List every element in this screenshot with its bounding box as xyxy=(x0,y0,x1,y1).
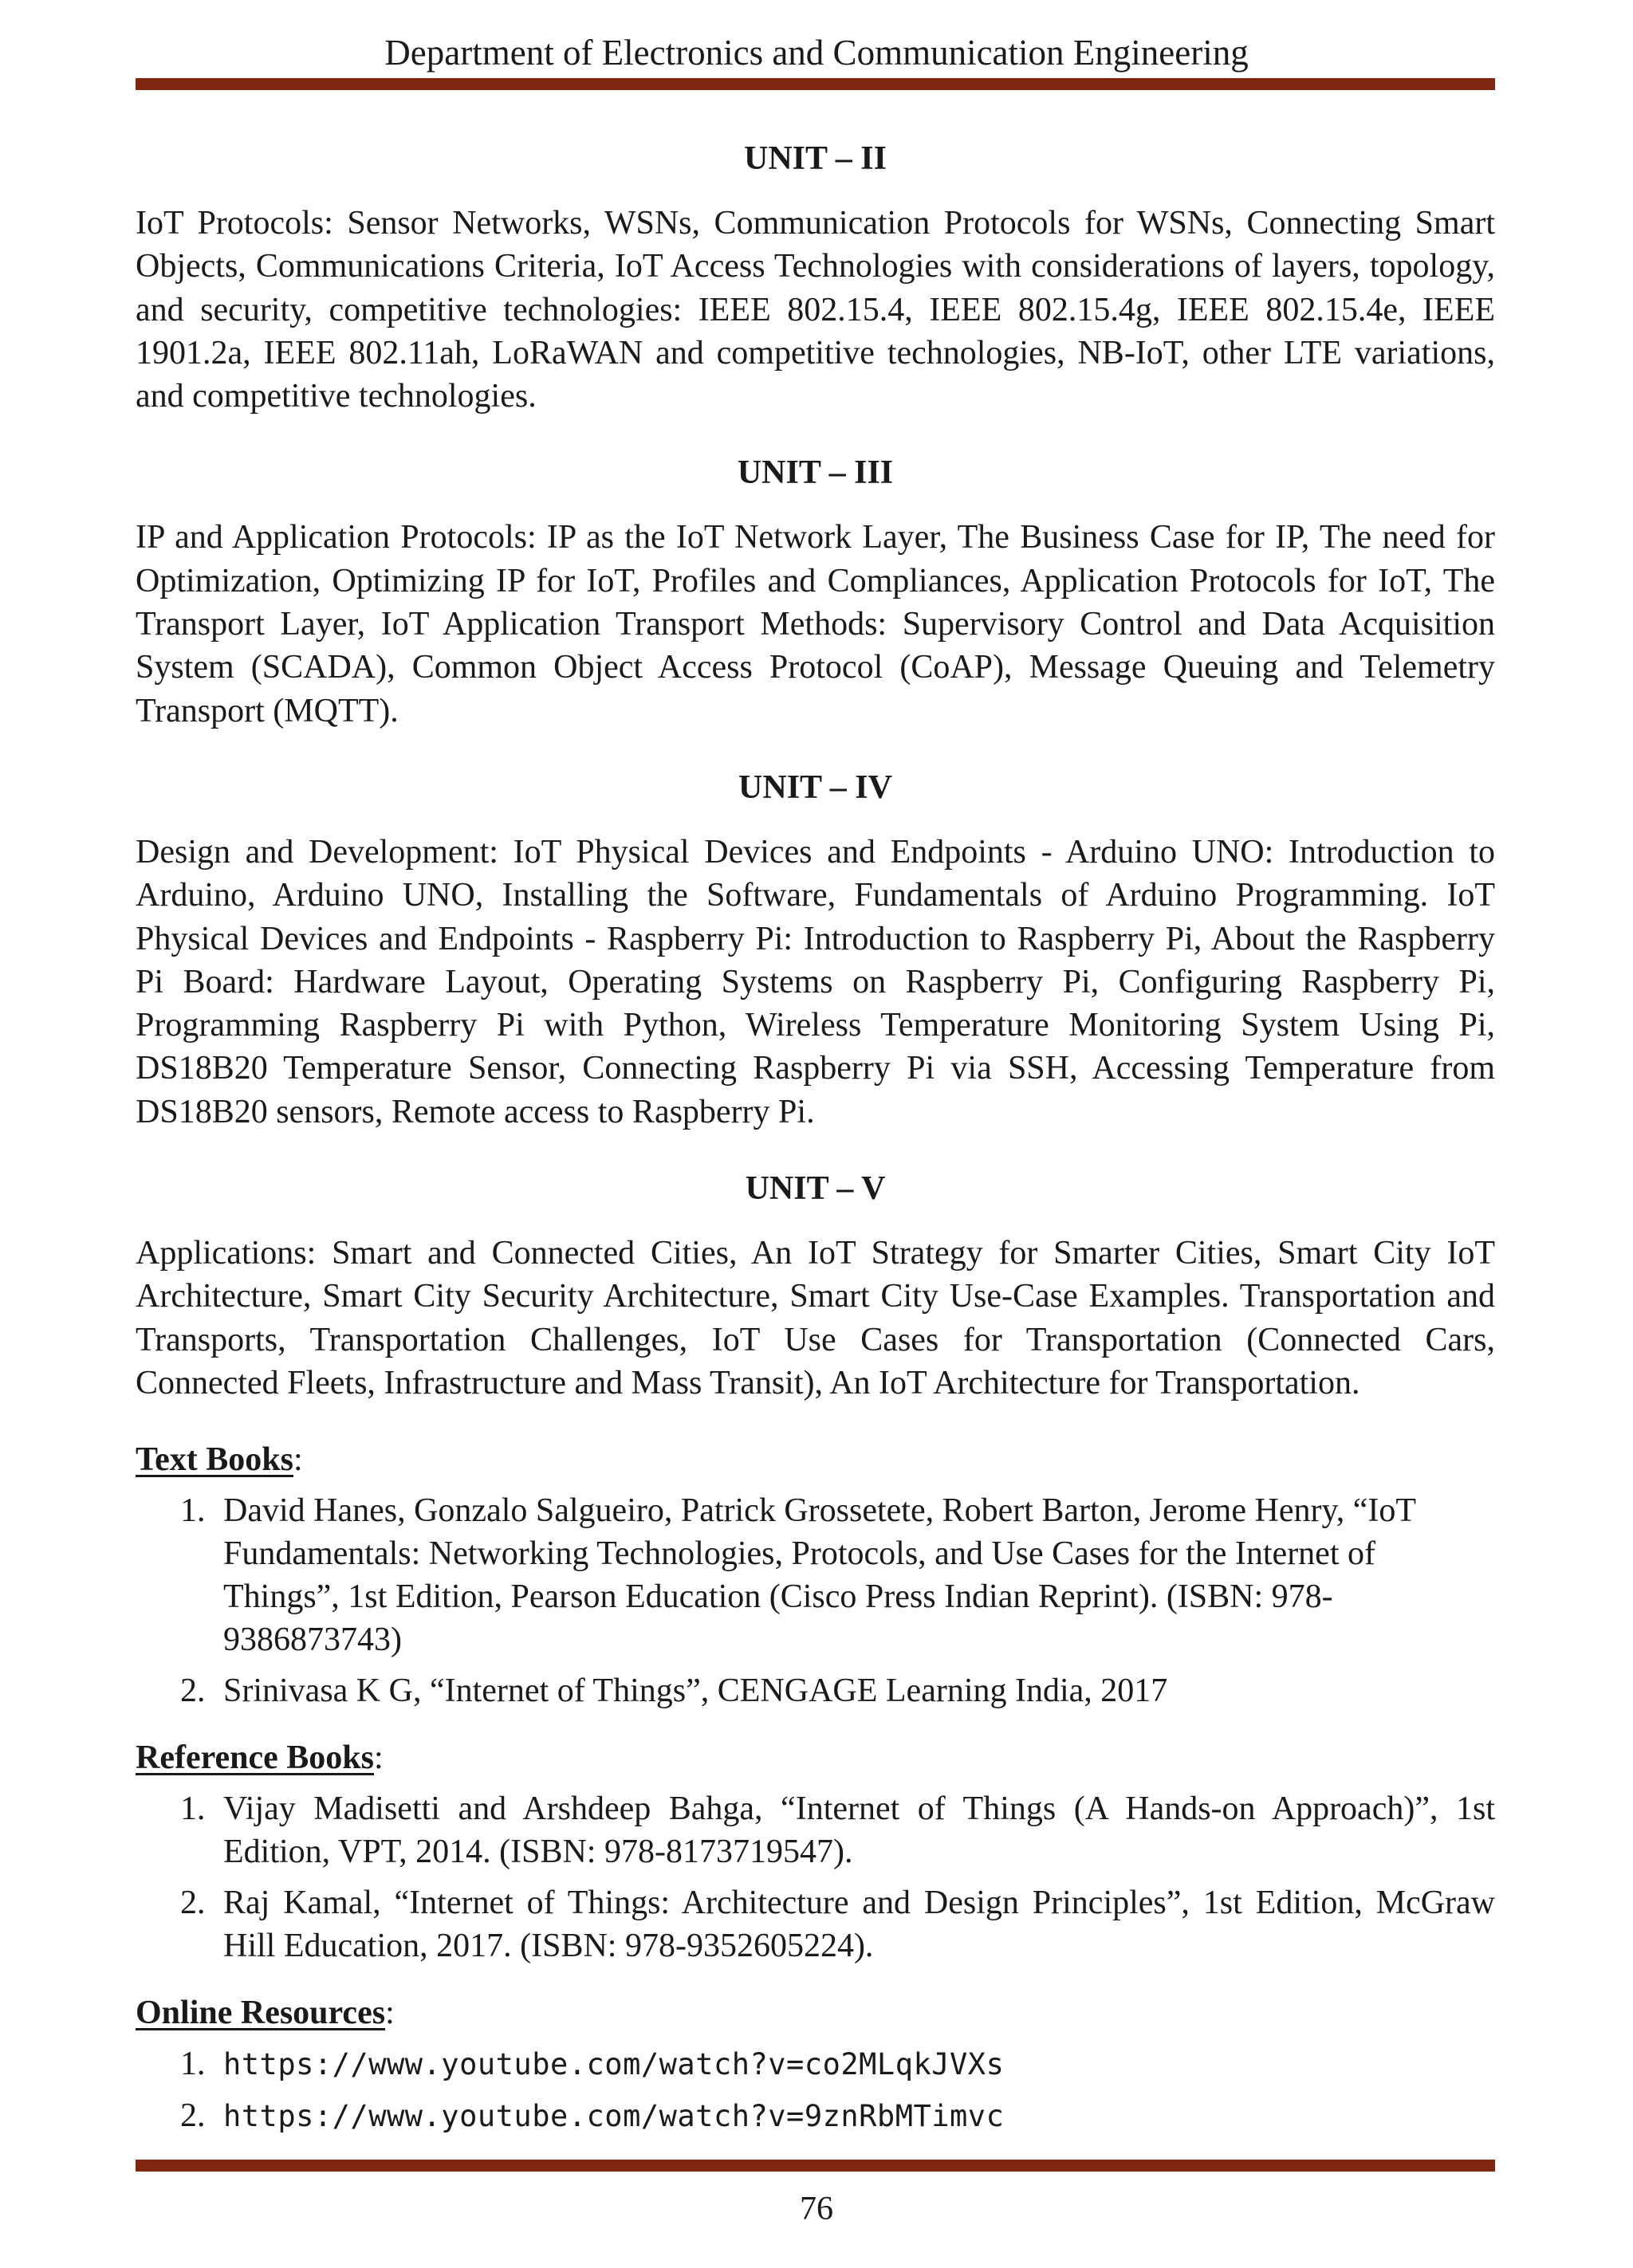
page-number: 76 xyxy=(800,2191,833,2227)
list-number: 1. xyxy=(180,1790,206,1828)
unit-body: Applications: Smart and Connected Cities, An IoT Strategy for Smarter Cities, Smart City IoT Architecture, Smart City Security Architecture, Smart City Use-Case Examples. Transportation and Transports, Transportation Challenges, IoT Use Cases for Transportation (Connected Cars, Connected Fleets, Infrastructure and Mass Transit), An IoT Architecture for Transportation. xyxy=(136,1235,1495,1401)
syllabus-content xyxy=(136,137,1495,2162)
unit-heading: UNIT – V xyxy=(745,1170,886,1208)
reference-books-title: Reference Books xyxy=(136,1739,374,1777)
page-header-department: Department of Electronics and Communication Engineering xyxy=(384,33,1249,73)
list-number: 2. xyxy=(180,1885,206,1922)
reference-books-list xyxy=(136,1787,1495,1967)
text-books-list xyxy=(136,1489,1495,1712)
unit-body: IoT Protocols: Sensor Networks, WSNs, Communication Protocols for WSNs, Connecting Smart Objects, Communications Criteria, IoT Access Technologies with considerations of layers, topology, and security, competitive technologies: IEEE 802.15.4, IEEE 802.15.4g, IEEE 802.15.4e, IEEE 1901.2a, IEEE 802.11ah, LoRaWAN and competitive technologies, NB-IoT, other LTE variations, and competitive technologies. xyxy=(136,205,1495,415)
book-citation: Vijay Madisetti and Arshdeep Bahga, “Internet of Things (A Hands-on Approach)”, 1st Edition, VPT, 2014. (ISBN: 978-8173719547). xyxy=(223,1790,1495,1871)
unit-heading: UNIT – II xyxy=(744,140,887,177)
book-citation: Raj Kamal, “Internet of Things: Architecture and Design Principles”, 1st Edition, McGraw Hill Education, 2017. (ISBN: 978-9352605224). xyxy=(223,1885,1495,1965)
unit-4 xyxy=(136,766,1495,1134)
online-resources-heading: Online Resources: xyxy=(136,1995,395,2032)
unit-heading: UNIT – III xyxy=(737,454,894,492)
online-resources-title: Online Resources xyxy=(136,1995,386,2032)
unit-5 xyxy=(136,1167,1495,1405)
list-item xyxy=(136,1881,1495,1967)
resource-link[interactable]: https://www.youtube.com/watch?v=9znRbMTimvc xyxy=(223,2099,1005,2134)
unit-3 xyxy=(136,451,1495,732)
list-number: 1. xyxy=(180,1492,206,1530)
unit-2 xyxy=(136,137,1495,418)
list-item xyxy=(136,1489,1495,1661)
unit-heading: UNIT – IV xyxy=(738,768,892,806)
list-item xyxy=(136,2042,1495,2086)
list-number: 2. xyxy=(180,1673,206,1710)
list-item xyxy=(136,1669,1495,1712)
list-item xyxy=(136,1787,1495,1873)
book-citation: Srinivasa K G, “Internet of Things”, CENGAGE Learning India, 2017 xyxy=(223,1673,1168,1710)
text-books-title: Text Books xyxy=(136,1441,294,1479)
unit-body: IP and Application Protocols: IP as the IoT Network Layer, The Business Case for IP, The need for Optimization, Optimizing IP for IoT, Profiles and Compliances, Application Protocols for IoT, The Transport Layer, IoT Application Transport Methods: Supervisory Control and Data Acquisition System (SCADA), Common Object Access Protocol (CoAP), Message Queuing and Telemetry Transport (MQTT). xyxy=(136,519,1495,729)
unit-body: Design and Development: IoT Physical Devices and Endpoints - Arduino UNO: Introduction to Arduino, Arduino UNO, Installing the Software, Fundamentals of Arduino Programming. IoT Physical Devices and Endpoints - Raspberry Pi: Introduction to Raspberry Pi, About the Raspberry Pi Board: Hardware Layout, Operating Systems on Raspberry Pi, Configuring Raspberry Pi, Programming Raspberry Pi with Python, Wireless Temperature Monitoring System Using Pi, DS18B20 Temperature Sensor, Connecting Raspberry Pi via SSH, Accessing Temperature from DS18B20 sensors, Remote access to Raspberry Pi. xyxy=(136,833,1495,1130)
resource-link[interactable]: https://www.youtube.com/watch?v=co2MLqkJVXs xyxy=(223,2047,1005,2082)
header-rule xyxy=(136,78,1495,90)
list-item xyxy=(136,2094,1495,2138)
text-books-heading: Text Books: xyxy=(136,1441,303,1479)
list-number: 1. xyxy=(180,2046,206,2083)
book-citation: David Hanes, Gonzalo Salgueiro, Patrick Grossetete, Robert Barton, Jerome Henry, “IoT Fundamentals: Networking Technologies, Protocols, and Use Cases for the Internet of Things”, 1st Edition, Pearson Education (Cisco Press Indian Reprint). (ISBN: 978-9386873743) xyxy=(223,1492,1416,1659)
footer-rule xyxy=(136,2160,1495,2172)
reference-books-heading: Reference Books: xyxy=(136,1739,384,1777)
list-number: 2. xyxy=(180,2097,206,2135)
online-resources-list xyxy=(136,2042,1495,2138)
